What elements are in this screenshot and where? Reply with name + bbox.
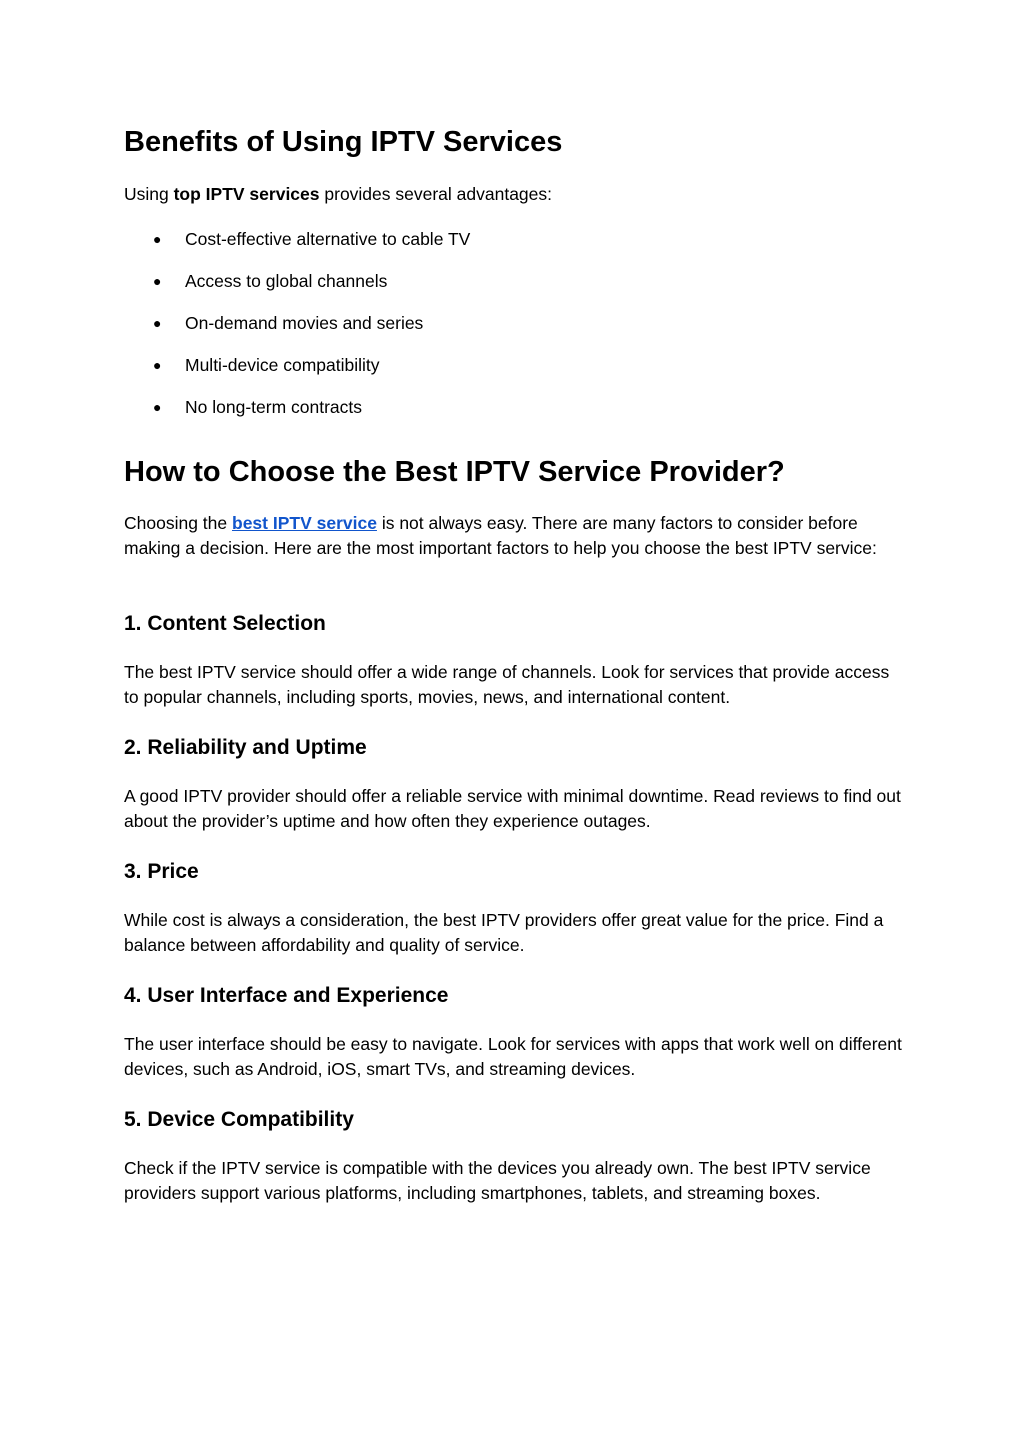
factor-heading: 3. Price	[124, 860, 199, 883]
list-item-text: Access to global channels	[185, 271, 388, 291]
choose-intro-suffix: is not always easy. There are many factors to consider before making a decision. Here are the most important factors to help you choose the best IPTV service:	[124, 513, 877, 558]
benefits-intro-suffix: provides several advantages:	[319, 184, 553, 204]
factor-heading: 1. Content Selection	[124, 612, 326, 635]
factor-text: A good IPTV provider should offer a reliable service with minimal downtime. Read reviews to find out about the provider’s uptime and how often they experience outages.	[124, 786, 901, 831]
benefits-intro-bold: top IPTV services	[173, 184, 320, 204]
list-item	[124, 353, 904, 395]
benefits-list	[124, 227, 904, 437]
section-title-choose: How to Choose the Best IPTV Service Provider?	[124, 456, 785, 488]
list-item-text: No long-term contracts	[185, 397, 363, 417]
list-item	[124, 227, 904, 269]
choose-intro	[124, 511, 904, 561]
benefits-intro	[124, 182, 904, 207]
bullet-icon: ●	[153, 231, 162, 247]
factor-heading: 5. Device Compatibility	[124, 1108, 354, 1131]
factor-heading: 4. User Interface and Experience	[124, 984, 449, 1007]
list-item	[124, 395, 904, 437]
list-item	[124, 269, 904, 311]
bullet-icon: ●	[153, 315, 162, 331]
benefits-intro-prefix: Using	[124, 184, 174, 204]
factor-text: While cost is always a consideration, the best IPTV providers offer great value for the price. Find a balance between affordability and quality of service.	[124, 910, 884, 955]
list-item-text: Multi-device compatibility	[185, 355, 380, 375]
choose-intro-prefix: Choosing the	[124, 513, 232, 533]
list-item-text: On-demand movies and series	[185, 313, 424, 333]
bullet-icon: ●	[153, 357, 162, 373]
factor-heading: 2. Reliability and Uptime	[124, 736, 367, 759]
section-title-benefits: Benefits of Using IPTV Services	[124, 126, 563, 158]
bullet-icon: ●	[153, 399, 162, 415]
list-item-text: Cost-effective alternative to cable TV	[185, 229, 471, 249]
factor-text: The best IPTV service should offer a wide range of channels. Look for services that provide access to popular channels, including sports, movies, news, and international content.	[124, 662, 890, 707]
factor-text: Check if the IPTV service is compatible with the devices you already own. The best IPTV service providers support various platforms, including smartphones, tablets, and streaming boxes.	[124, 1158, 871, 1203]
list-item	[124, 311, 904, 353]
bullet-icon: ●	[153, 273, 162, 289]
factor-text: The user interface should be easy to navigate. Look for services with apps that work well on different devices, such as Android, iOS, smart TVs, and streaming devices.	[124, 1034, 902, 1079]
best-iptv-service-link[interactable]: best IPTV service	[232, 513, 377, 533]
